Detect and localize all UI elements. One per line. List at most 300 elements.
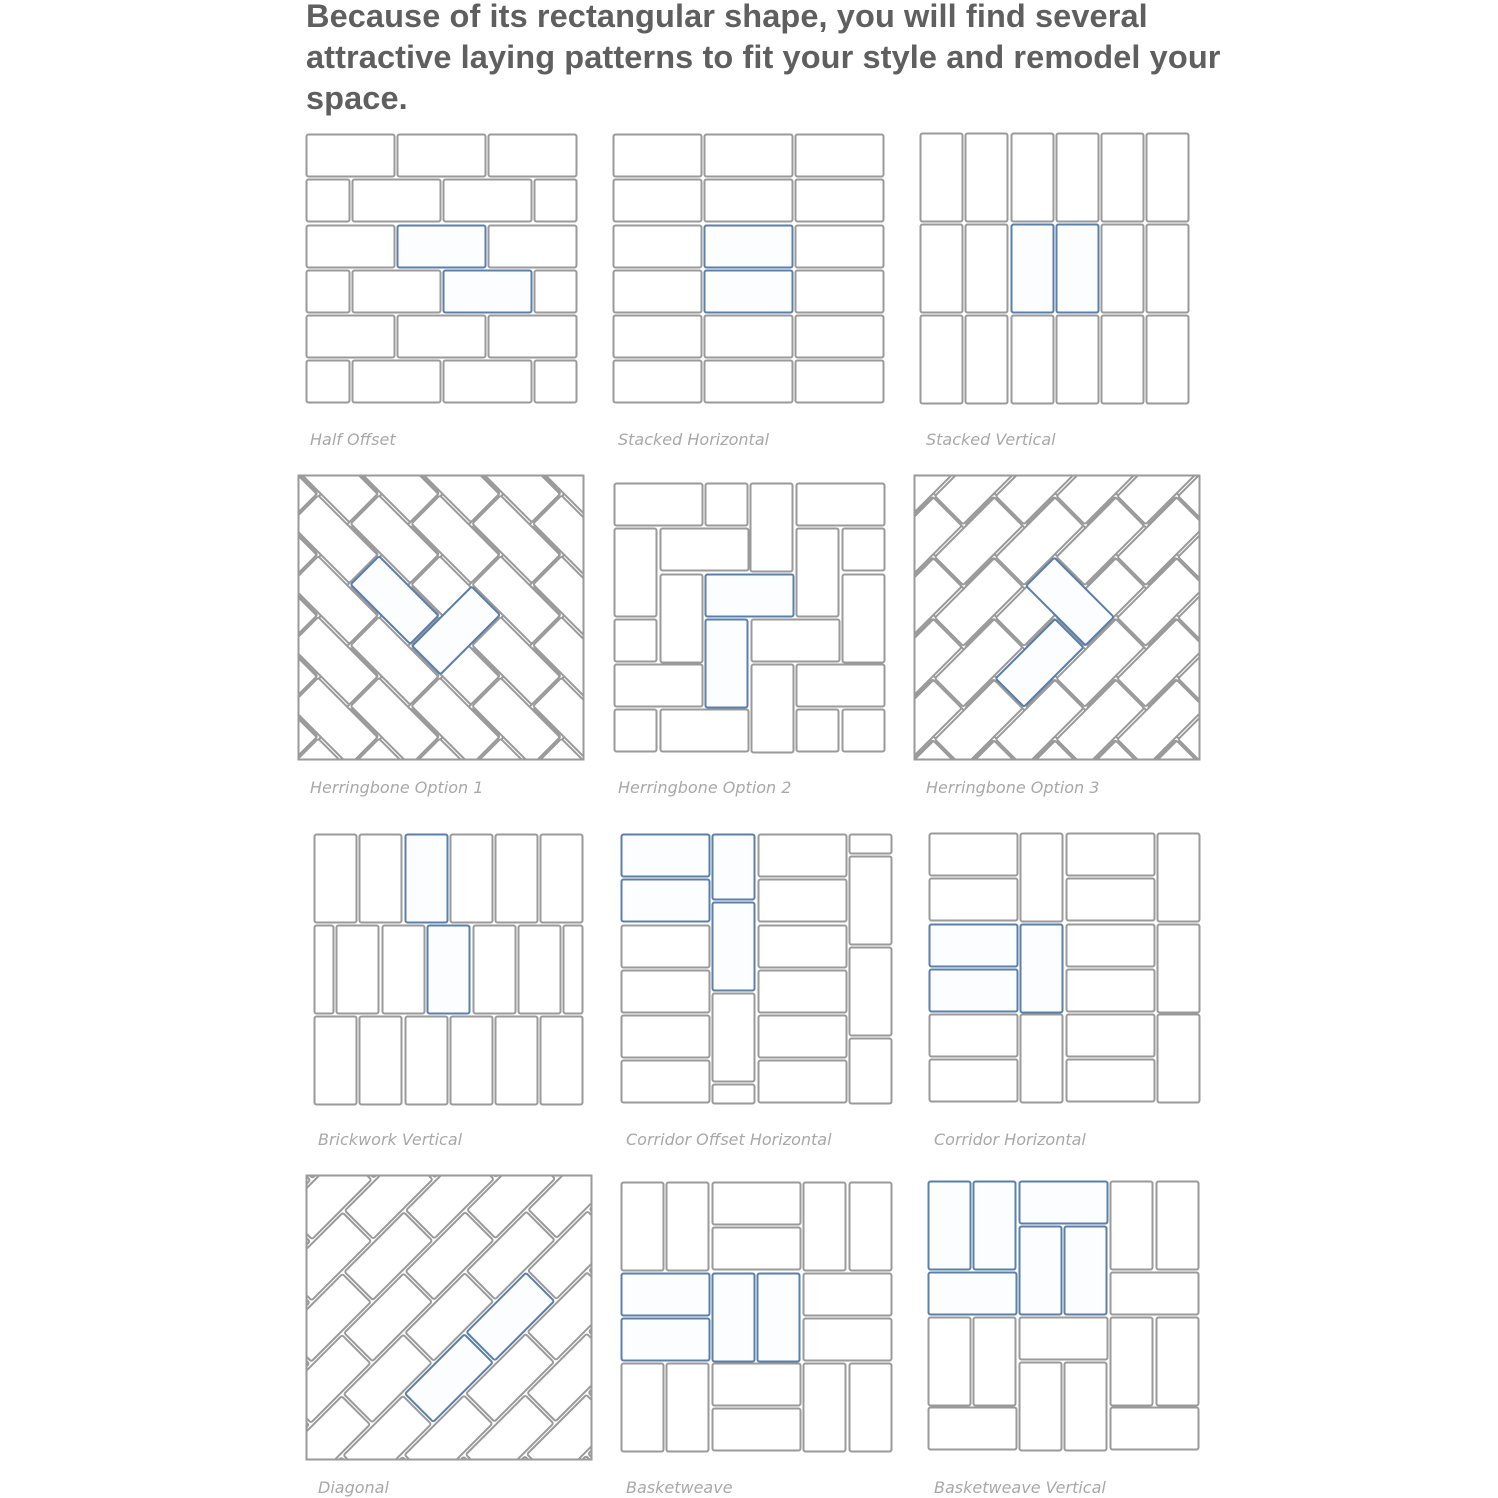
tile (1067, 879, 1155, 921)
tile (169, 647, 257, 735)
tile (0, 830, 74, 918)
pattern-basketweave (621, 1182, 893, 1454)
tile (0, 1214, 65, 1302)
tile (796, 180, 884, 222)
tile (405, 1273, 493, 1361)
tile (161, 1275, 249, 1363)
tile (107, 860, 195, 948)
tile (107, 921, 195, 1009)
tile (527, 1395, 615, 1483)
tile (1021, 1015, 1063, 1103)
tile (37, 1459, 125, 1498)
tile (230, 830, 318, 918)
tile (713, 1183, 801, 1225)
tile (169, 526, 257, 614)
tile (1300, 558, 1388, 646)
tile (229, 313, 317, 401)
pattern-stacked-horizontal (613, 134, 885, 406)
tile (1239, 680, 1327, 768)
tile (222, 1213, 310, 1301)
tile (343, 1396, 431, 1484)
tile (1239, 1045, 1327, 1133)
tile (797, 710, 839, 752)
tile (777, 404, 865, 492)
pattern-diagram (298, 475, 585, 761)
tile (307, 316, 395, 358)
tile (535, 180, 577, 222)
tile (1300, 923, 1388, 1011)
tile (100, 1275, 188, 1363)
tile (0, 739, 13, 827)
tile (0, 921, 74, 1009)
tile (1239, 619, 1327, 707)
tile (1391, 1227, 1479, 1315)
tile (1067, 834, 1155, 876)
tile (405, 1395, 493, 1483)
tile (0, 891, 13, 979)
highlighted-tile (622, 1274, 710, 1316)
pattern-stacked-vertical (920, 133, 1192, 405)
tile (797, 665, 885, 707)
tile (1330, 1044, 1418, 1132)
tile (47, 647, 135, 735)
tile (39, 1153, 127, 1241)
tile (161, 1213, 249, 1301)
tile (107, 435, 195, 523)
tile (1269, 922, 1357, 1010)
tile (0, 830, 13, 918)
tile (1239, 862, 1327, 950)
tile (1147, 225, 1189, 313)
tile (168, 739, 256, 827)
tile (667, 1183, 709, 1271)
pattern-herringbone-option-2 (614, 483, 886, 755)
tile (1391, 922, 1479, 1010)
pattern-caption: Brickwork Vertical (318, 1130, 463, 1149)
pattern-diagram (306, 1175, 593, 1461)
tile (406, 1212, 494, 1300)
tile (622, 1183, 664, 1271)
tile (38, 1336, 126, 1424)
tile (444, 361, 532, 403)
tile (1330, 801, 1418, 889)
tile (713, 1228, 801, 1270)
tile (168, 921, 256, 1009)
tile (705, 316, 793, 358)
tile (1012, 134, 1054, 222)
pattern-herringbone-option-3 (914, 475, 1199, 759)
tile (221, 1458, 309, 1498)
tile (713, 1364, 801, 1406)
tile (353, 271, 441, 313)
tile (168, 374, 256, 462)
tile (1300, 680, 1388, 768)
tile (752, 620, 840, 662)
tile (160, 1336, 248, 1424)
tile (1361, 619, 1449, 707)
tile (929, 1318, 971, 1406)
tile (47, 891, 135, 979)
tile (107, 739, 195, 827)
tile (47, 799, 135, 887)
tile (1361, 1166, 1449, 1254)
tile (161, 1152, 249, 1240)
tile (1147, 134, 1189, 222)
tile (47, 769, 135, 857)
tile (921, 225, 963, 313)
tile (615, 620, 657, 662)
tile (1361, 1045, 1449, 1133)
tile (1300, 1227, 1388, 1315)
tile (223, 1091, 311, 1179)
tile (1020, 1318, 1108, 1360)
tile (661, 529, 749, 571)
pattern-caption: Herringbone Option 3 (926, 778, 1100, 797)
tile (1067, 925, 1155, 967)
tile (1391, 1287, 1479, 1375)
tile (796, 271, 884, 313)
tile (1057, 134, 1099, 222)
pattern-diagram (914, 475, 1201, 761)
tile (168, 678, 256, 766)
tile (108, 708, 196, 796)
tile (527, 1456, 615, 1498)
tile (466, 1395, 554, 1483)
tile (843, 529, 885, 571)
tile (850, 835, 892, 854)
tile (843, 575, 885, 663)
tile (398, 135, 486, 177)
tile (360, 1017, 402, 1105)
tile (0, 799, 13, 887)
tile (541, 1017, 583, 1105)
tile (528, 1150, 616, 1238)
tile (0, 647, 74, 735)
tile (1269, 740, 1357, 828)
pattern-corridor-horizontal (929, 833, 1201, 1105)
pattern-herringbone-option-1 (298, 475, 583, 759)
tile (1391, 862, 1479, 950)
highlighted-tile (705, 271, 793, 313)
tile (1239, 1106, 1327, 1194)
tile (360, 835, 402, 923)
tile (307, 226, 395, 268)
tile (229, 374, 317, 462)
highlighted-tile (1021, 925, 1063, 1013)
tile (168, 799, 256, 887)
pattern-diagram (613, 134, 887, 408)
tile (1020, 1363, 1062, 1451)
tile (283, 1335, 371, 1423)
tile (1300, 1106, 1388, 1194)
tile (160, 1397, 248, 1485)
tile (0, 860, 13, 948)
tile (1239, 923, 1327, 1011)
tile (1209, 618, 1297, 706)
tile (0, 678, 13, 766)
tile (1269, 862, 1357, 950)
tile (47, 921, 135, 1009)
tile (1269, 983, 1357, 1071)
tile (622, 1061, 710, 1103)
tile (406, 1017, 448, 1105)
tile (541, 835, 583, 923)
tile (47, 556, 135, 644)
tile (528, 1211, 616, 1299)
tile (467, 1150, 555, 1238)
tile (705, 361, 793, 403)
tile (474, 926, 516, 1014)
tile (489, 226, 577, 268)
tile (1330, 862, 1418, 950)
tile (223, 1030, 311, 1118)
tile (1300, 741, 1388, 829)
tile (1209, 679, 1297, 767)
tile (528, 1272, 616, 1360)
tile (615, 710, 657, 752)
tile (108, 647, 196, 735)
highlighted-tile (930, 970, 1018, 1012)
tile (1361, 1106, 1449, 1194)
tile (1361, 984, 1449, 1072)
tile (1361, 1288, 1449, 1376)
tile (1269, 801, 1357, 889)
tile (307, 271, 350, 313)
tile (406, 1151, 494, 1239)
tile (705, 180, 793, 222)
tile (467, 1212, 555, 1300)
highlighted-tile (930, 925, 1018, 967)
highlighted-tile (622, 1319, 710, 1361)
tile (229, 921, 317, 1009)
tile (168, 860, 256, 948)
tile (1391, 801, 1479, 889)
tile (614, 226, 702, 268)
highlighted-tile (406, 835, 448, 923)
tile (47, 860, 135, 948)
tile (47, 617, 135, 705)
tile (489, 316, 577, 358)
tile (930, 1015, 1018, 1057)
tile (451, 835, 493, 923)
tile (162, 1030, 250, 1118)
tile (614, 361, 702, 403)
pattern-diagonal (306, 1175, 591, 1459)
tile (0, 951, 13, 1039)
tile (1391, 679, 1479, 767)
tile (451, 1017, 493, 1105)
tile (0, 556, 74, 644)
tile (47, 495, 135, 583)
tile (1330, 497, 1418, 585)
tile (1330, 1105, 1418, 1193)
tile (0, 617, 74, 705)
highlighted-tile (1057, 225, 1099, 313)
tile (466, 1334, 554, 1422)
tile (614, 135, 702, 177)
tile (169, 951, 257, 1039)
tile (1147, 316, 1189, 404)
tile (622, 926, 710, 968)
tile (1111, 1408, 1199, 1450)
tile (1239, 497, 1327, 585)
tile (108, 951, 196, 1039)
tile (230, 951, 318, 1039)
tile (1269, 679, 1357, 767)
tile (47, 678, 135, 766)
tile (759, 1061, 847, 1103)
tile (661, 710, 749, 752)
tile (0, 1337, 3, 1425)
tile (1361, 923, 1449, 1011)
highlighted-tile (706, 575, 794, 617)
pattern-caption: Herringbone Option 2 (618, 778, 792, 797)
tile (169, 708, 257, 796)
tile (713, 1085, 755, 1104)
tile (99, 1397, 187, 1485)
tile (1330, 679, 1418, 767)
tile (535, 361, 577, 403)
tile (1330, 1166, 1418, 1254)
tile (465, 1456, 553, 1498)
tile (706, 484, 748, 526)
tile (1300, 1045, 1388, 1133)
tile (0, 1276, 65, 1364)
highlighted-tile (929, 1273, 1017, 1315)
tile (1300, 862, 1388, 950)
tile (229, 799, 317, 887)
tile (1391, 1166, 1479, 1254)
tile (107, 678, 195, 766)
tile (0, 860, 74, 948)
tile (759, 926, 847, 968)
tile (850, 1183, 892, 1271)
tile (315, 1017, 357, 1105)
tile (527, 1334, 615, 1422)
tile (1111, 1182, 1153, 1270)
tile (929, 1408, 1017, 1450)
highlighted-tile (467, 1273, 555, 1361)
pattern-caption: Corridor Offset Horizontal (626, 1130, 832, 1149)
highlighted-tile (1065, 1227, 1107, 1315)
tile (843, 710, 885, 752)
tile (614, 316, 702, 358)
tile (1209, 497, 1297, 585)
tile (1209, 983, 1297, 1071)
tile (622, 971, 710, 1013)
pattern-corridor-offset-horizontal (621, 834, 893, 1106)
tile (496, 835, 538, 923)
tile (804, 1274, 892, 1316)
tile (1269, 558, 1357, 646)
tile (0, 951, 74, 1039)
tile (1300, 1288, 1388, 1376)
tile (0, 1337, 65, 1425)
tile (398, 316, 486, 358)
highlighted-tile (428, 926, 470, 1014)
tile (615, 665, 703, 707)
highlighted-tile (705, 226, 793, 268)
tile (162, 1091, 250, 1179)
pattern-caption: Diagonal (318, 1478, 389, 1497)
pattern-half-offset (306, 134, 578, 406)
pattern-diagram (929, 833, 1203, 1107)
tile (100, 1153, 188, 1241)
tile (0, 769, 13, 857)
pattern-diagram (614, 483, 888, 757)
tile (661, 575, 703, 663)
tile (850, 857, 892, 945)
tile (622, 1364, 664, 1452)
tile (107, 617, 195, 705)
highlighted-tile (444, 271, 532, 313)
tile (966, 316, 1008, 404)
tile (353, 180, 441, 222)
highlighted-tile (929, 1182, 971, 1270)
tile (930, 879, 1018, 921)
tile (108, 769, 196, 857)
tile (0, 1459, 64, 1498)
tile (850, 1039, 892, 1104)
tile (930, 834, 1018, 876)
tile (713, 1409, 801, 1451)
highlighted-tile (622, 880, 710, 922)
pattern-caption: Corridor Horizontal (934, 1130, 1086, 1149)
tile (1391, 1105, 1479, 1193)
tile (315, 835, 357, 923)
tile (307, 361, 350, 403)
tile (282, 1396, 370, 1484)
pattern-diagram (928, 1181, 1202, 1455)
tile (1157, 1318, 1199, 1406)
tile (1067, 1060, 1155, 1102)
tile (1361, 1227, 1449, 1315)
tile (1239, 1166, 1327, 1254)
tile (345, 1151, 433, 1239)
pattern-caption: Stacked Vertical (926, 430, 1056, 449)
tile (0, 891, 74, 979)
tile (1209, 375, 1297, 463)
tile (1391, 740, 1479, 828)
tile (519, 926, 561, 1014)
highlighted-tile (713, 835, 755, 900)
tile (1300, 802, 1388, 890)
tile (345, 1212, 433, 1300)
tile (47, 951, 135, 1039)
pattern-diagram (621, 1182, 895, 1456)
tile (1391, 983, 1479, 1071)
tile (108, 891, 196, 979)
tile (796, 316, 884, 358)
tile (759, 1016, 847, 1058)
tile (1330, 983, 1418, 1071)
tile (224, 968, 312, 1056)
tile (759, 835, 847, 877)
tile (759, 880, 847, 922)
tile (930, 1060, 1018, 1102)
tile (974, 1318, 1016, 1406)
tile (1209, 740, 1297, 828)
tile (1269, 1044, 1357, 1132)
tile (614, 180, 702, 222)
tile (404, 1457, 492, 1498)
tile (1239, 741, 1327, 829)
tile (615, 484, 703, 526)
tile (1300, 984, 1388, 1072)
tile (1158, 834, 1200, 922)
tile (1102, 134, 1144, 222)
tile (169, 830, 257, 918)
